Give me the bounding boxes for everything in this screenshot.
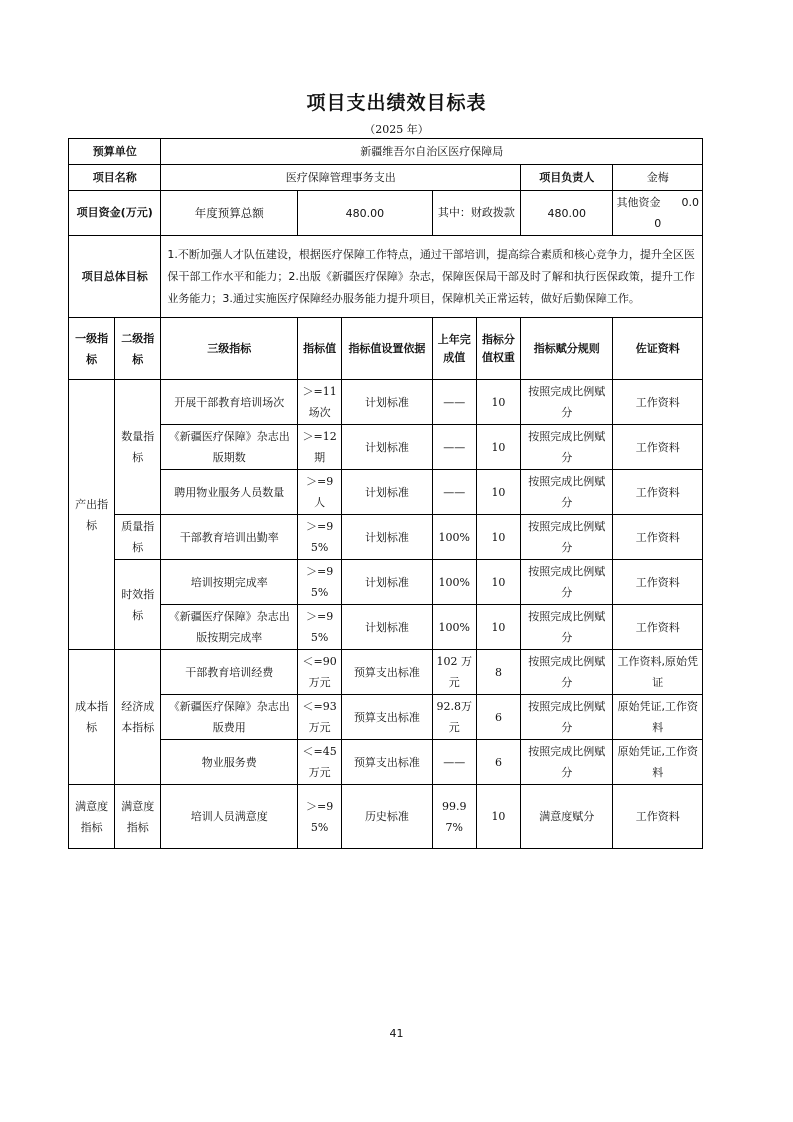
indicator-evidence: 工作资料: [613, 470, 703, 515]
indicator-basis: 计划标准: [342, 470, 432, 515]
indicator-basis: 预算支出标准: [342, 740, 432, 785]
header-basis: 指标值设置依据: [342, 318, 432, 380]
annual-budget-label: 年度预算总额: [161, 191, 298, 236]
group-satisfaction-sub: 满意度指标: [115, 785, 161, 849]
indicator-value: ＞=11场次: [298, 380, 342, 425]
table-row: [69, 650, 703, 695]
indicator-weight: 10: [476, 380, 520, 425]
group-quality: 质量指标: [115, 515, 161, 560]
indicator-evidence: 工作资料: [613, 425, 703, 470]
indicator-name: 培训按期完成率: [161, 560, 298, 605]
table-row: [69, 470, 703, 515]
indicator-evidence: 工作资料: [613, 515, 703, 560]
indicator-value: ＞=95%: [298, 515, 342, 560]
other-funds-cell: [613, 191, 703, 236]
indicator-basis: 预算支出标准: [342, 650, 432, 695]
table-row: [69, 785, 703, 849]
project-name-row: [69, 165, 703, 191]
indicator-last: 100%: [432, 605, 476, 650]
indicator-basis: 计划标准: [342, 560, 432, 605]
indicator-evidence: 工作资料: [613, 560, 703, 605]
indicator-name: 干部教育培训经费: [161, 650, 298, 695]
group-timeliness: 时效指标: [115, 560, 161, 650]
indicator-weight: 8: [476, 650, 520, 695]
project-name-value: 医疗保障管理事务支出: [161, 165, 521, 191]
summary-label: 项目总体目标: [69, 236, 161, 318]
indicator-rule: 按照完成比例赋分: [521, 650, 613, 695]
indicator-rule: 满意度赋分: [521, 785, 613, 849]
year-label: （2025 年）: [364, 123, 429, 136]
summary-row: [69, 236, 703, 318]
indicator-name: 《新疆医疗保障》杂志出版费用: [161, 695, 298, 740]
table-row: [69, 605, 703, 650]
indicator-last: ——: [432, 740, 476, 785]
indicator-weight: 6: [476, 695, 520, 740]
annual-budget-value: 480.00: [298, 191, 433, 236]
group-quantity: 数量指标: [115, 380, 161, 515]
header-rule: 指标赋分规则: [521, 318, 613, 380]
header-value: 指标值: [298, 318, 342, 380]
unit-value: 新疆维吾尔自治区医疗保障局: [161, 139, 703, 165]
project-name-label: 项目名称: [69, 165, 161, 191]
funds-row: [69, 191, 703, 236]
indicator-last: ——: [432, 425, 476, 470]
indicator-rule: 按照完成比例赋分: [521, 515, 613, 560]
indicator-basis: 计划标准: [342, 380, 432, 425]
header-weight: 指标分值权重: [476, 318, 520, 380]
indicator-rule: 按照完成比例赋分: [521, 425, 613, 470]
indicator-weight: 6: [476, 740, 520, 785]
header-evidence: 佐证资料: [613, 318, 703, 380]
indicator-last: 102 万元: [432, 650, 476, 695]
indicator-name: 开展干部教育培训场次: [161, 380, 298, 425]
page-number: 41: [389, 1027, 404, 1040]
table-row: [69, 380, 703, 425]
indicator-last: 100%: [432, 560, 476, 605]
indicator-evidence: 工作资料: [613, 605, 703, 650]
performance-target-table: [68, 138, 703, 849]
indicator-weight: 10: [476, 425, 520, 470]
indicator-evidence: 工作资料,原始凭证: [613, 650, 703, 695]
table-row: [69, 740, 703, 785]
unit-row: [69, 139, 703, 165]
indicator-value: ＞=9人: [298, 470, 342, 515]
owner-label: 项目负责人: [521, 165, 613, 191]
indicator-value: ＜=90万元: [298, 650, 342, 695]
summary-text: 1.不断加强人才队伍建设，根据医疗保障工作特点，通过干部培训，提高综合素质和核心竞争力，提升全区医保干部工作水平和能力；2.出版《新疆医疗保障》杂志，保障医保局干部及时了解和执行医保政策，提升工作业务能力；3.通过实施医疗保障经办服务能力提升项目，保障机关正常运转，做好后勤保障工作。: [161, 236, 703, 318]
indicator-evidence: 原始凭证,工作资料: [613, 695, 703, 740]
header-level3: 三级指标: [161, 318, 298, 380]
indicator-rule: 按照完成比例赋分: [521, 605, 613, 650]
indicator-rule: 按照完成比例赋分: [521, 740, 613, 785]
indicator-evidence: 原始凭证,工作资料: [613, 740, 703, 785]
indicator-basis: 历史标准: [342, 785, 432, 849]
indicator-basis: 预算支出标准: [342, 695, 432, 740]
indicator-value: ＞=95%: [298, 785, 342, 849]
owner-value: 金梅: [613, 165, 703, 191]
header-level1: 一级指标: [69, 318, 115, 380]
column-header-row: [69, 318, 703, 380]
indicator-rule: 按照完成比例赋分: [521, 695, 613, 740]
fiscal-value: 480.00: [521, 191, 613, 236]
indicator-evidence: 工作资料: [613, 785, 703, 849]
indicator-name: 聘用物业服务人员数量: [161, 470, 298, 515]
group-cost: 成本指标: [69, 650, 115, 785]
indicator-name: 物业服务费: [161, 740, 298, 785]
indicator-name: 《新疆医疗保障》杂志出版期数: [161, 425, 298, 470]
fiscal-label: 其中：财政拨款: [432, 191, 520, 236]
indicator-last: 99.97%: [432, 785, 476, 849]
table-row: [69, 515, 703, 560]
indicator-basis: 计划标准: [342, 425, 432, 470]
indicator-basis: 计划标准: [342, 515, 432, 560]
indicator-value: ＜=45万元: [298, 740, 342, 785]
unit-label: 预算单位: [69, 139, 161, 165]
funds-label: 项目资金(万元): [69, 191, 161, 236]
other-value: 0.00: [654, 196, 699, 230]
header-last-year: 上年完成值: [432, 318, 476, 380]
indicator-name: 培训人员满意度: [161, 785, 298, 849]
indicator-value: ＞=95%: [298, 605, 342, 650]
indicator-rule: 按照完成比例赋分: [521, 470, 613, 515]
other-label: 其他资金: [616, 196, 661, 209]
page-title: 项目支出绩效目标表: [306, 92, 487, 114]
indicator-weight: 10: [476, 605, 520, 650]
indicator-weight: 10: [476, 515, 520, 560]
indicator-last: 92.8万元: [432, 695, 476, 740]
indicator-weight: 10: [476, 470, 520, 515]
indicator-name: 干部教育培训出勤率: [161, 515, 298, 560]
indicator-last: ——: [432, 470, 476, 515]
indicator-name: 《新疆医疗保障》杂志出版按期完成率: [161, 605, 298, 650]
indicator-value: ＜=93万元: [298, 695, 342, 740]
table-row: [69, 425, 703, 470]
header-level2: 二级指标: [115, 318, 161, 380]
indicator-weight: 10: [476, 785, 520, 849]
indicator-value: ＞=12期: [298, 425, 342, 470]
indicator-last: 100%: [432, 515, 476, 560]
table-row: [69, 695, 703, 740]
group-output: 产出指标: [69, 380, 115, 650]
group-satisfaction: 满意度指标: [69, 785, 115, 849]
group-economic-cost: 经济成本指标: [115, 650, 161, 785]
indicator-last: ——: [432, 380, 476, 425]
indicator-evidence: 工作资料: [613, 380, 703, 425]
indicator-weight: 10: [476, 560, 520, 605]
indicator-rule: 按照完成比例赋分: [521, 560, 613, 605]
indicator-rule: 按照完成比例赋分: [521, 380, 613, 425]
table-row: [69, 560, 703, 605]
indicator-value: ＞=95%: [298, 560, 342, 605]
indicator-basis: 计划标准: [342, 605, 432, 650]
